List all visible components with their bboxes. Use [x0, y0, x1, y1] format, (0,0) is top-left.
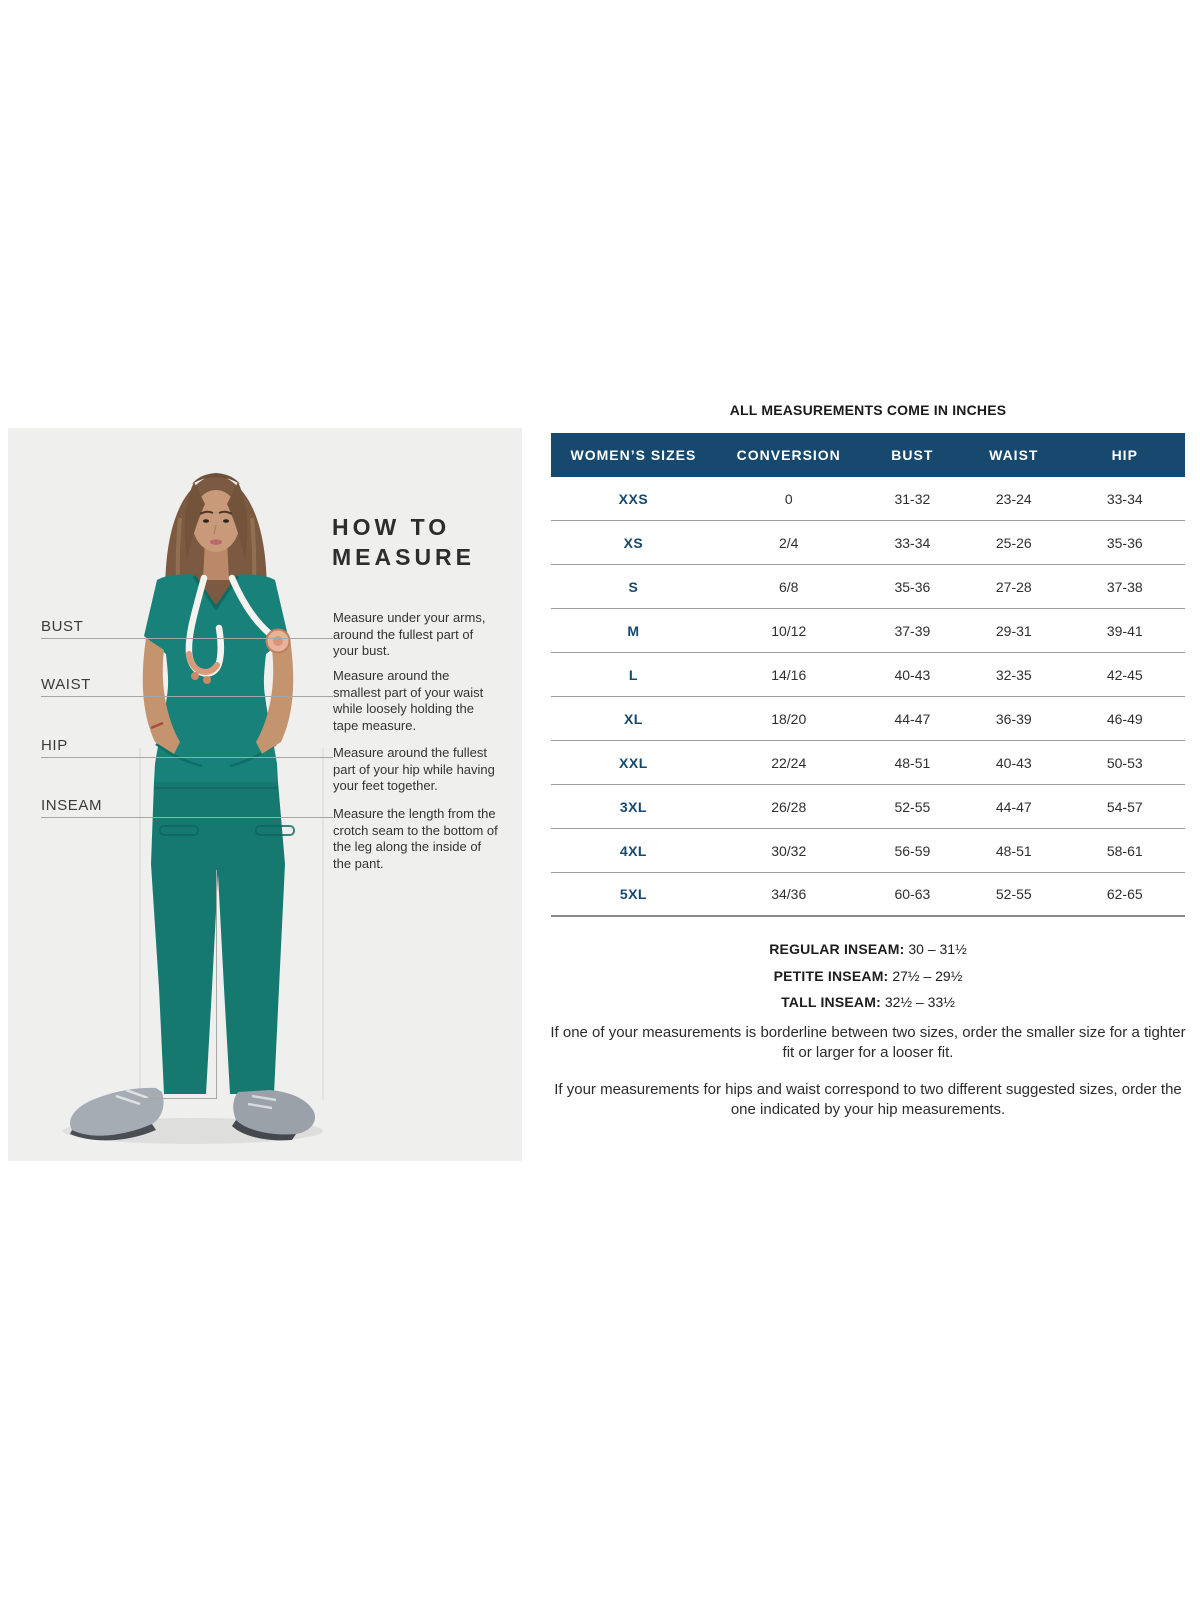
- size-cell: S: [628, 578, 639, 595]
- waist-cell: 36-39: [995, 710, 1032, 727]
- column-header-hip: HIP: [1111, 447, 1138, 463]
- inseam-vertical-line: [216, 870, 217, 1098]
- hip-cell: 50-53: [1106, 754, 1143, 771]
- hip-waist-footnote: If your measurements for hips and waist correspond to two different suggested sizes, order the one indicated by your hip measurements.: [554, 1081, 1182, 1118]
- waist-label: WAIST: [41, 676, 91, 693]
- hip-cell: 58-61: [1106, 842, 1143, 859]
- waist-cell: 23-24: [995, 490, 1032, 507]
- bust-cell: 56-59: [894, 842, 931, 859]
- waist-cell: 25-26: [995, 534, 1032, 551]
- hip-cell: 42-45: [1106, 666, 1143, 683]
- size-cell: XL: [623, 710, 643, 727]
- bust-cell: 52-55: [894, 798, 931, 815]
- bust-cell: 37-39: [894, 622, 931, 639]
- bust-cell: 44-47: [894, 710, 931, 727]
- conversion-cell: 2/4: [779, 534, 799, 551]
- measurement-photo-panel: [8, 428, 522, 1161]
- waist-description: Measure around the smallest part of your waist while loosely holding the tape measure.: [333, 668, 484, 733]
- regular-inseam-note: [551, 936, 1185, 963]
- petite-inseam-label: PETITE INSEAM:: [773, 967, 889, 984]
- petite-inseam-value: 27½ – 29½: [892, 967, 963, 984]
- waist-cell: 52-55: [995, 886, 1032, 902]
- conversion-cell: 18/20: [771, 710, 807, 727]
- inseam-pointer-line: [41, 817, 333, 818]
- hip-cell: 39-41: [1106, 622, 1143, 639]
- bust-cell: 60-63: [894, 886, 931, 902]
- column-header-sizes: WOMEN’S SIZES: [570, 447, 697, 463]
- conversion-cell: 30/32: [771, 842, 807, 859]
- size-cell: 4XL: [619, 842, 647, 859]
- waist-cell: 40-43: [995, 754, 1032, 771]
- size-cell: M: [627, 622, 640, 639]
- bust-description: Measure under your arms, around the fullest part of your bust.: [333, 610, 486, 658]
- size-cell: XXS: [618, 490, 649, 507]
- borderline-size-footnote: If one of your measurements is borderline between two sizes, order the smaller size for a tighter fit or larger for a looser fit.: [550, 1024, 1186, 1061]
- table-row: [551, 521, 1185, 565]
- bust-cell: 33-34: [894, 534, 931, 551]
- conversion-cell: 0: [784, 490, 793, 507]
- conversion-cell: 22/24: [771, 754, 807, 771]
- table-row: [551, 697, 1185, 741]
- hip-cell: 33-34: [1106, 490, 1143, 507]
- waist-cell: 32-35: [995, 666, 1032, 683]
- size-chart-table: [551, 433, 1185, 917]
- conversion-cell: 34/36: [771, 886, 807, 902]
- conversion-cell: 10/12: [771, 622, 807, 639]
- waist-cell: 44-47: [995, 798, 1032, 815]
- waist-pointer-line: [41, 696, 333, 697]
- bust-label: BUST: [41, 618, 84, 635]
- size-cell: XXL: [619, 754, 648, 771]
- table-row: [551, 785, 1185, 829]
- size-cell: XS: [623, 534, 644, 551]
- table-row: [551, 565, 1185, 609]
- hip-cell: 37-38: [1106, 578, 1143, 595]
- hip-pointer-line: [41, 757, 333, 758]
- table-row: [551, 609, 1185, 653]
- size-cell: 5XL: [619, 886, 647, 902]
- bust-cell: 48-51: [894, 754, 931, 771]
- tall-inseam-note: [551, 989, 1185, 1016]
- conversion-cell: 26/28: [771, 798, 807, 815]
- bust-pointer-line: [41, 638, 333, 639]
- bust-cell: 40-43: [894, 666, 931, 683]
- size-cell: 3XL: [619, 798, 647, 815]
- inseam-notes: [551, 936, 1185, 1016]
- waist-cell: 48-51: [995, 842, 1032, 859]
- tall-inseam-value: 32½ – 33½: [884, 994, 955, 1010]
- bust-cell: 31-32: [894, 490, 931, 507]
- size-chart-title: ALL MEASUREMENTS COME IN INCHES: [729, 402, 1007, 418]
- heading-line-2: MEASURE: [332, 544, 476, 570]
- tall-inseam-label: TALL INSEAM:: [781, 994, 881, 1010]
- column-header-waist: WAIST: [989, 447, 1039, 463]
- how-to-measure-heading: [332, 512, 475, 572]
- regular-inseam-value: 30 – 31½: [908, 941, 967, 957]
- table-row: [551, 477, 1185, 521]
- hip-label: HIP: [41, 737, 68, 754]
- hip-cell: 54-57: [1106, 798, 1143, 815]
- size-cell: L: [628, 666, 638, 683]
- hip-cell: 62-65: [1106, 886, 1143, 902]
- hip-cell: 46-49: [1106, 710, 1143, 727]
- table-row: [551, 741, 1185, 785]
- column-header-conversion: CONVERSION: [736, 447, 841, 463]
- table-row: [551, 653, 1185, 697]
- hip-description: Measure around the fullest part of your hip while having your feet together.: [333, 745, 495, 793]
- regular-inseam-label: REGULAR INSEAM:: [769, 941, 905, 957]
- inseam-floor-tick: [140, 1098, 217, 1099]
- inseam-label: INSEAM: [41, 797, 103, 814]
- hip-cell: 35-36: [1106, 534, 1143, 551]
- heading-line-1: HOW TO: [332, 514, 451, 540]
- petite-inseam-note: [551, 963, 1185, 990]
- column-header-bust: BUST: [891, 447, 934, 463]
- conversion-cell: 6/8: [779, 578, 799, 595]
- waist-cell: 27-28: [995, 578, 1032, 595]
- table-header-row: [551, 433, 1185, 477]
- waist-cell: 29-31: [995, 622, 1032, 639]
- table-row: [551, 829, 1185, 873]
- conversion-cell: 14/16: [771, 666, 807, 683]
- inseam-description: Measure the length from the crotch seam to the bottom of the leg along the inside of the pant.: [333, 806, 498, 871]
- table-row: [551, 873, 1185, 917]
- bust-cell: 35-36: [894, 578, 931, 595]
